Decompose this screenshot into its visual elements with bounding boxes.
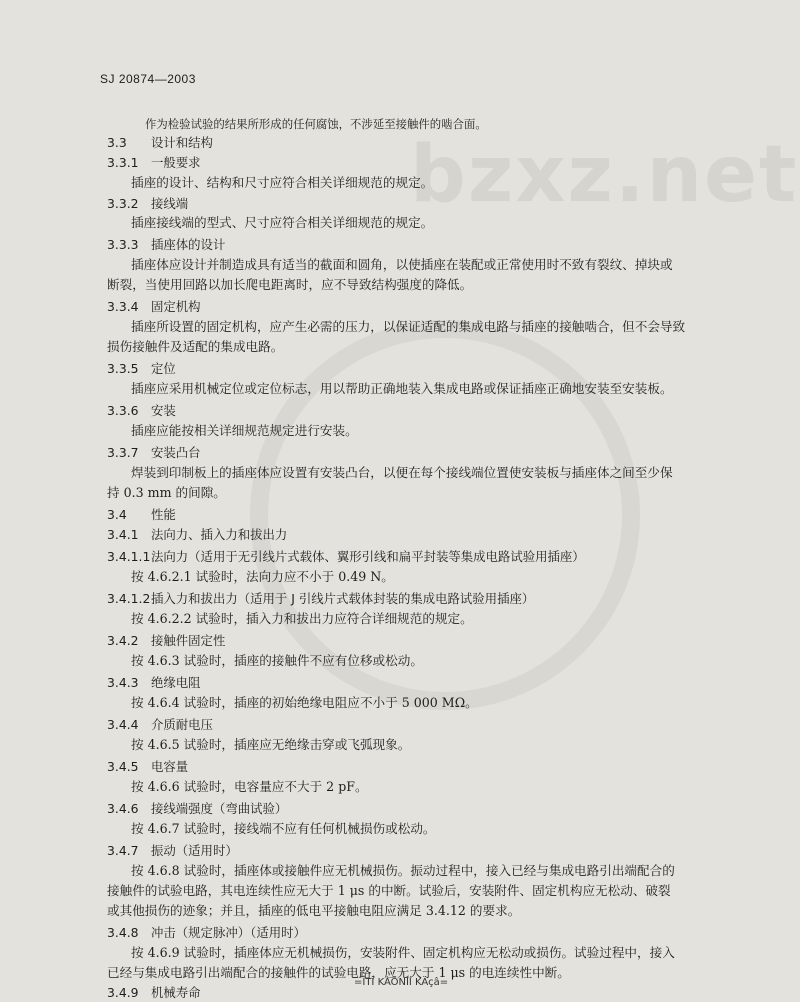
section-title: 接线端强度（弯曲试验） [151, 801, 288, 816]
section-title: 插座体的设计 [151, 237, 226, 252]
section-title: 性能 [151, 507, 176, 522]
section-heading [107, 444, 201, 462]
section-heading [107, 842, 238, 860]
paragraph-line: 按 4.6.5 试验时，插座应无绝缘击穿或飞弧现象。 [131, 737, 411, 752]
section-title: 安装凸台 [151, 445, 201, 460]
paragraph-line: 插座的设计、结构和尺寸应符合相关详细规范的规定。 [131, 175, 434, 190]
section-title: 固定机构 [151, 299, 201, 314]
section-heading [107, 548, 585, 566]
paragraph-continuation: 或其他损伤的迹象；并且，插座的低电平接触电阻应满足 3.4.12 的要求。 [107, 903, 521, 918]
section-number: 3.4.9 [107, 985, 139, 1000]
paragraph-line: 插座应能按相关详细规范规定进行安装。 [131, 423, 358, 438]
paragraph-continuation: 已经与集成电路引出端配合的接触件的试验电路，应无大于 1 μs 的电连续性中断。 [107, 965, 570, 980]
paragraph-line: 按 4.6.8 试验时，插座体或接触件应无机械损伤。振动过程中，接入已经与集成电路引出端配合的 [131, 863, 675, 878]
watermark-text: bzxz.net [410, 130, 799, 220]
paragraph-line: 焊装到印制板上的插座体应设置有安装凸台，以便在每个接线端位置使安装板与插座体之间至少保 [131, 465, 673, 480]
section-title: 机械寿命 [151, 985, 201, 1000]
section-title: 插入力和拔出力（适用于 J 引线片式载体封装的集成电路试验用插座） [151, 591, 535, 606]
section-title: 定位 [151, 361, 176, 376]
section-number: 3.4.2 [107, 633, 139, 648]
section-heading [107, 236, 225, 254]
section-number: 3.4 [107, 507, 127, 522]
section-heading [107, 195, 188, 213]
paragraph-line: 按 4.6.7 试验时，接线端不应有任何机械损伤或松动。 [131, 821, 436, 836]
section-number: 3.3.5 [107, 361, 139, 376]
paragraph-line: 按 4.6.6 试验时，电容量应不大于 2 pF。 [131, 779, 368, 794]
page-footer: =ÎTÎ KÀÕNÌÍ KÄçâ= [354, 977, 449, 988]
section-number: 3.4.1 [107, 527, 139, 542]
section-heading [107, 298, 201, 316]
section-number: 3.4.3 [107, 675, 139, 690]
section-title: 法向力、插入力和拔出力 [151, 527, 288, 542]
section-title: 一般要求 [151, 155, 201, 170]
section-heading [107, 526, 287, 544]
section-title: 振动（适用时） [151, 843, 238, 858]
section-heading [107, 402, 176, 420]
section-heading [107, 506, 176, 524]
paragraph-line: 插座所设置的固定机构，应产生必需的压力，以保证适配的集成电路与插座的接触啮合，但不会导致 [131, 319, 686, 334]
section-heading [107, 590, 534, 608]
section-heading [107, 632, 225, 650]
section-title: 接线端 [151, 196, 189, 211]
section-heading [107, 924, 306, 942]
section-heading [107, 154, 201, 172]
section-title: 介质耐电压 [151, 717, 213, 732]
section-number: 3.3.4 [107, 299, 139, 314]
section-heading [107, 758, 188, 776]
section-number: 3.4.8 [107, 925, 139, 940]
paragraph-continuation: 断裂，当使用回路以加长爬电距离时，应不导致结构强度的降低。 [107, 277, 473, 292]
paragraph-continuation: 接触件的试验电路，其电连续性应无大于 1 μs 的中断。试验后，安装附件、固定机构应无松动、破裂 [107, 883, 671, 898]
section-number: 3.4.1.2 [107, 591, 151, 606]
section-title: 设计和结构 [151, 135, 213, 150]
paragraph-line: 插座体应设计并制造成具有适当的截面和圆角，以使插座在装配或正常使用时不致有裂纹、掉块或 [131, 257, 673, 272]
section-number: 3.3.3 [107, 237, 139, 252]
section-number: 3.3.1 [107, 155, 139, 170]
section-heading [107, 674, 201, 692]
paragraph-line: 按 4.6.3 试验时，插座的接触件不应有位移或松动。 [131, 653, 423, 668]
section-number: 3.3.2 [107, 196, 139, 211]
section-title: 安装 [151, 403, 176, 418]
paragraph-continuation: 损伤接触件及适配的集成电路。 [107, 339, 284, 354]
section-number: 3.3 [107, 135, 127, 150]
section-number: 3.4.4 [107, 717, 139, 732]
section-number: 3.4.6 [107, 801, 139, 816]
section-heading [107, 716, 213, 734]
section-heading [107, 800, 287, 818]
section-number: 3.3.6 [107, 403, 139, 418]
paragraph-continuation: 持 0.3 mm 的间隙。 [107, 485, 226, 500]
paragraph-line: 按 4.6.2.1 试验时，法向力应不小于 0.49 N。 [131, 569, 394, 584]
section-number: 3.4.7 [107, 843, 139, 858]
paragraph-line: 按 4.6.9 试验时，插座体应无机械损伤，安装附件、固定机构应无松动或损伤。试验过程中，接入 [131, 945, 675, 960]
paragraph-line: 按 4.6.2.2 试验时，插入力和拔出力应符合详细规范的规定。 [131, 611, 473, 626]
section-number: 3.3.7 [107, 445, 139, 460]
section-heading [107, 360, 176, 378]
paragraph-line: 按 4.6.4 试验时，插座的初始绝缘电阻应不小于 5 000 MΩ。 [131, 695, 478, 710]
paragraph-line: 作为检验试验的结果所形成的任何腐蚀，不涉延至接触件的啮合面。 [145, 117, 487, 131]
section-title: 冲击（规定脉冲）（适用时） [151, 925, 306, 940]
standard-header: SJ 20874—2003 [100, 72, 196, 86]
section-title: 法向力（适用于无引线片式载体、翼形引线和扁平封装等集成电路试验用插座） [151, 549, 585, 564]
section-title: 接触件固定性 [151, 633, 226, 648]
section-title: 电容量 [151, 759, 189, 774]
paragraph-line: 插座应采用机械定位或定位标志，用以帮助正确地装入集成电路或保证插座正确地安装至安装板。 [131, 381, 673, 396]
paragraph-line: 插座接线端的型式、尺寸应符合相关详细规范的规定。 [131, 215, 434, 230]
section-heading [107, 984, 201, 1002]
section-number: 3.4.5 [107, 759, 139, 774]
section-heading [107, 134, 213, 152]
section-title: 绝缘电阻 [151, 675, 201, 690]
section-number: 3.4.1.1 [107, 549, 151, 564]
